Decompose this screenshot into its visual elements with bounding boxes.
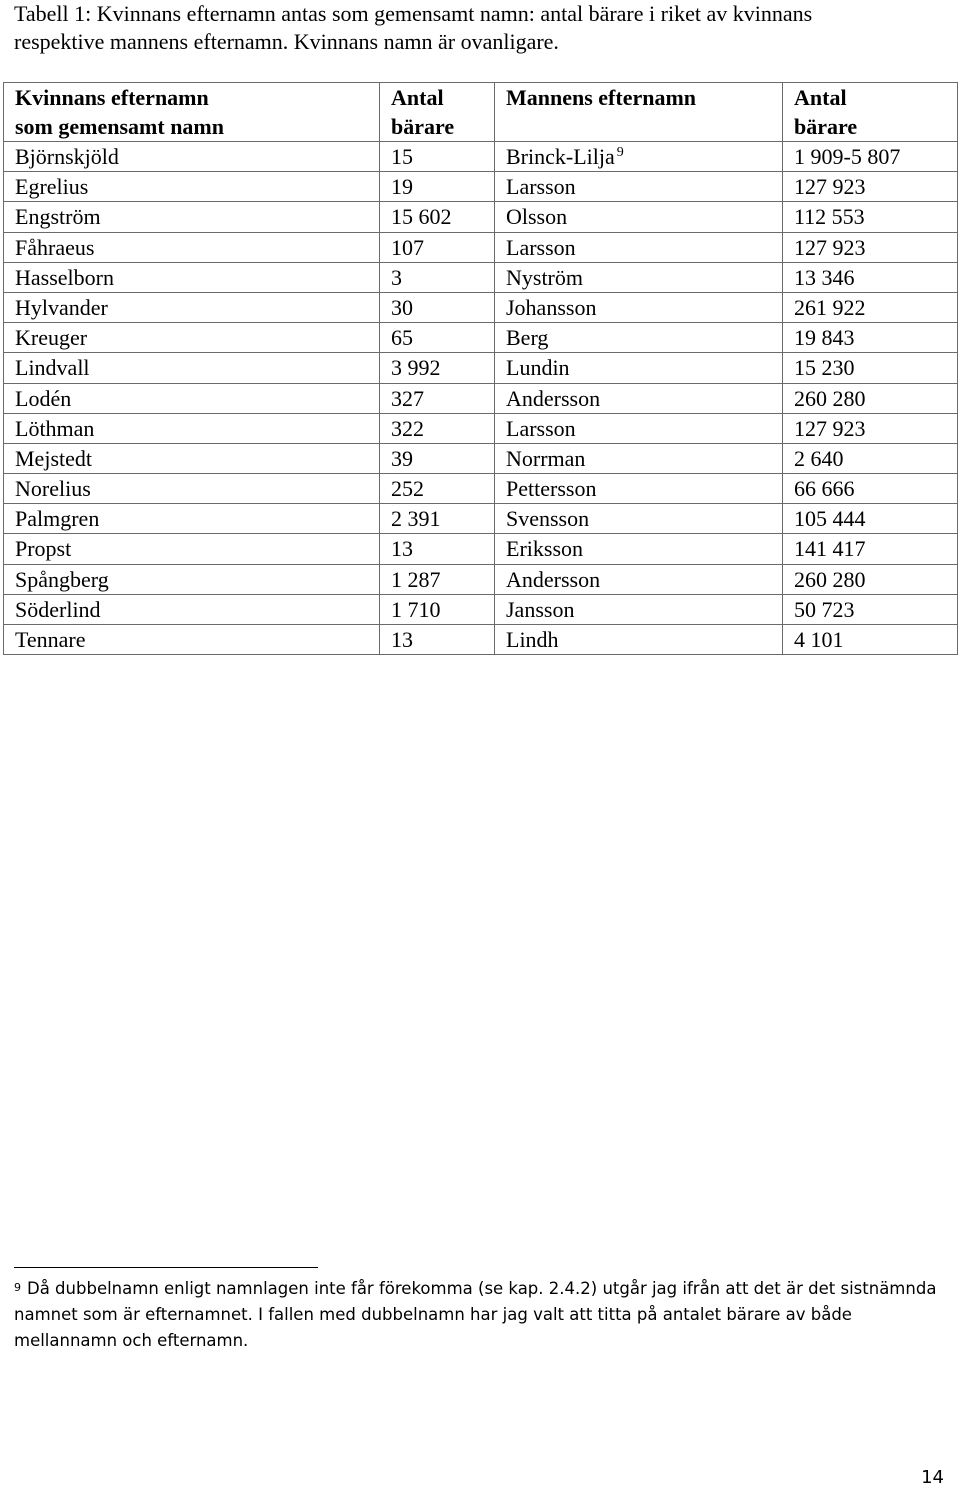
cell-wife-surname: Propst xyxy=(4,534,380,564)
cell-husband-surname: Andersson xyxy=(495,564,783,594)
surname-table xyxy=(3,82,958,655)
cell-husband-surname: Norrman xyxy=(495,443,783,473)
husband-surname-text: Brinck-Lilja xyxy=(506,144,615,169)
cell-wife-surname: Kreuger xyxy=(4,323,380,353)
cell-husband-surname: Berg xyxy=(495,323,783,353)
cell-wife-surname: Fåhraeus xyxy=(4,232,380,262)
cell-husband-surname xyxy=(495,142,783,172)
table-row xyxy=(4,262,958,292)
footnote-reference: 9 xyxy=(616,145,624,160)
cell-wife-count: 19 xyxy=(380,172,495,202)
cell-husband-surname: Pettersson xyxy=(495,474,783,504)
cell-wife-count: 1 710 xyxy=(380,594,495,624)
table-row xyxy=(4,383,958,413)
caption-line-2: respektive mannens efternamn. Kvinnans namn är ovanligare. xyxy=(14,29,559,54)
cell-wife-surname: Lindvall xyxy=(4,353,380,383)
cell-husband-surname: Larsson xyxy=(495,413,783,443)
footnote-text: Då dubbelnamn enligt namnlagen inte får förekomma (se kap. 2.4.2) utgår jag ifrån att det är det sistnämnda namnet som är efternamnet. I fallen med dubbelnamn har jag valt att titta på antalet bärare av både mellannamn och efternamn. xyxy=(14,1279,937,1350)
cell-husband-count: 112 553 xyxy=(783,202,958,232)
cell-husband-count: 50 723 xyxy=(783,594,958,624)
cell-wife-surname: Lodén xyxy=(4,383,380,413)
cell-wife-count: 3 xyxy=(380,262,495,292)
cell-wife-surname: Palmgren xyxy=(4,504,380,534)
table-row xyxy=(4,443,958,473)
cell-husband-count: 127 923 xyxy=(783,413,958,443)
cell-husband-surname: Eriksson xyxy=(495,534,783,564)
header-wife-count-line1: Antal xyxy=(391,85,444,110)
cell-husband-surname: Andersson xyxy=(495,383,783,413)
cell-husband-surname: Johansson xyxy=(495,292,783,322)
table-row xyxy=(4,564,958,594)
table-header-row xyxy=(4,83,958,142)
cell-wife-count: 252 xyxy=(380,474,495,504)
cell-wife-count: 3 992 xyxy=(380,353,495,383)
cell-wife-count: 107 xyxy=(380,232,495,262)
cell-husband-count: 260 280 xyxy=(783,564,958,594)
table-row xyxy=(4,625,958,655)
table-row xyxy=(4,474,958,504)
table-row xyxy=(4,172,958,202)
cell-husband-count: 15 230 xyxy=(783,353,958,383)
cell-wife-surname: Spångberg xyxy=(4,564,380,594)
caption-line-1: Tabell 1: Kvinnans efternamn antas som gemensamt namn: antal bärare i riket av kvinnans xyxy=(14,1,813,26)
table-row xyxy=(4,534,958,564)
cell-husband-surname: Nyström xyxy=(495,262,783,292)
header-wife-count xyxy=(380,83,495,142)
cell-wife-surname: Hasselborn xyxy=(4,262,380,292)
cell-wife-count: 327 xyxy=(380,383,495,413)
cell-wife-count: 39 xyxy=(380,443,495,473)
cell-husband-count: 19 843 xyxy=(783,323,958,353)
cell-wife-count: 30 xyxy=(380,292,495,322)
page-number: 14 xyxy=(921,1467,944,1488)
cell-wife-count: 15 602 xyxy=(380,202,495,232)
cell-husband-surname: Lundin xyxy=(495,353,783,383)
header-husband-surname-line1: Mannens efternamn xyxy=(506,85,697,110)
cell-wife-surname: Hylvander xyxy=(4,292,380,322)
cell-wife-surname: Löthman xyxy=(4,413,380,443)
cell-husband-surname: Lindh xyxy=(495,625,783,655)
header-husband-count xyxy=(783,83,958,142)
cell-husband-count: 66 666 xyxy=(783,474,958,504)
footnote-number: 9 xyxy=(14,1281,21,1294)
cell-wife-count: 65 xyxy=(380,323,495,353)
cell-husband-surname: Olsson xyxy=(495,202,783,232)
cell-wife-surname: Norelius xyxy=(4,474,380,504)
cell-husband-surname: Jansson xyxy=(495,594,783,624)
header-wife-surname-line1: Kvinnans efternamn xyxy=(15,85,209,110)
cell-husband-count: 141 417 xyxy=(783,534,958,564)
cell-husband-count: 2 640 xyxy=(783,443,958,473)
table-row xyxy=(4,504,958,534)
table-row xyxy=(4,202,958,232)
cell-wife-count: 322 xyxy=(380,413,495,443)
cell-wife-count: 2 391 xyxy=(380,504,495,534)
cell-wife-surname: Engström xyxy=(4,202,380,232)
cell-wife-surname: Söderlind xyxy=(4,594,380,624)
cell-husband-surname: Svensson xyxy=(495,504,783,534)
cell-husband-count: 127 923 xyxy=(783,172,958,202)
cell-wife-count: 1 287 xyxy=(380,564,495,594)
cell-wife-surname: Tennare xyxy=(4,625,380,655)
cell-husband-count: 261 922 xyxy=(783,292,958,322)
cell-husband-count: 13 346 xyxy=(783,262,958,292)
cell-wife-surname: Björnskjöld xyxy=(4,142,380,172)
cell-husband-count: 105 444 xyxy=(783,504,958,534)
header-husband-count-line1: Antal xyxy=(794,85,847,110)
table-row xyxy=(4,323,958,353)
header-husband-surname xyxy=(495,83,783,142)
cell-husband-surname: Larsson xyxy=(495,232,783,262)
table-row xyxy=(4,413,958,443)
cell-husband-count: 1 909-5 807 xyxy=(783,142,958,172)
table-caption xyxy=(14,0,944,56)
table-row xyxy=(4,594,958,624)
header-wife-surname-line2: som gemensamt namn xyxy=(15,114,224,139)
cell-husband-count: 127 923 xyxy=(783,232,958,262)
header-husband-count-line2: bärare xyxy=(794,114,858,139)
table-row xyxy=(4,142,958,172)
cell-wife-count: 15 xyxy=(380,142,495,172)
cell-wife-count: 13 xyxy=(380,534,495,564)
cell-wife-surname: Egrelius xyxy=(4,172,380,202)
header-wife-count-line2: bärare xyxy=(391,114,455,139)
cell-husband-count: 4 101 xyxy=(783,625,958,655)
footnote xyxy=(14,1276,949,1354)
cell-wife-surname: Mejstedt xyxy=(4,443,380,473)
table-row xyxy=(4,232,958,262)
cell-husband-count: 260 280 xyxy=(783,383,958,413)
footnote-separator xyxy=(14,1267,318,1268)
cell-wife-count: 13 xyxy=(380,625,495,655)
cell-husband-surname: Larsson xyxy=(495,172,783,202)
header-wife-surname xyxy=(4,83,380,142)
table-row xyxy=(4,353,958,383)
table-row xyxy=(4,292,958,322)
